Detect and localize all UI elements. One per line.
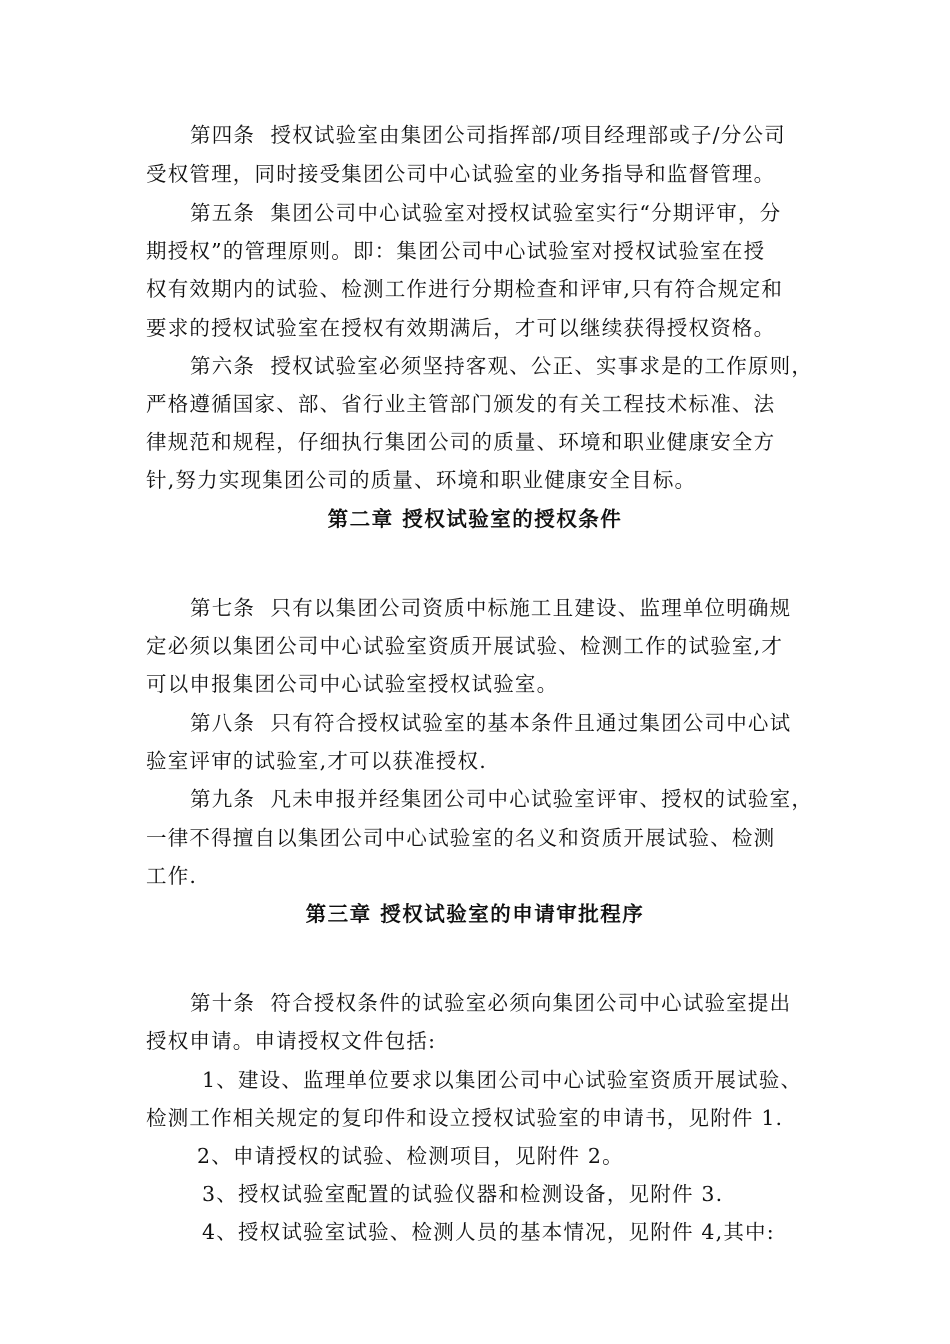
article-10-item-1-line-1: 1、建设、监理单位要求以集团公司中心试验室资质开展试验、 <box>202 1068 803 1092</box>
article-8-line-1: 第八条 只有符合授权试验室的基本条件且通过集团公司中心试 <box>190 711 792 735</box>
article-10-line-2: 授权申请。申请授权文件包括: <box>146 1029 437 1053</box>
article-7-line-1: 第七条 只有以集团公司资质中标施工且建设、监理单位明确规 <box>190 596 792 620</box>
article-4-line-1: 第四条 授权试验室由集团公司指挥部/项目经理部或子/分公司 <box>190 123 786 147</box>
article-10-item-4: 4、授权试验室试验、检测人员的基本情况，见附件 4,其中: <box>202 1220 775 1244</box>
article-9-line-1: 第九条 凡未申报并经集团公司中心试验室评审、授权的试验室， <box>190 787 814 811</box>
article-5-line-4: 要求的授权试验室在授权有效期满后，才可以继续获得授权资格。 <box>146 316 776 340</box>
article-9-line-2: 一律不得擅自以集团公司中心试验室的名义和资质开展试验、检测 <box>146 826 776 850</box>
article-5-line-2: 期授权”的管理原则。即：集团公司中心试验室对授权试验室在授 <box>146 239 766 263</box>
article-6-line-2: 严格遵循国家、部、省行业主管部门颁发的有关工程技术标准、法 <box>146 392 776 416</box>
article-9-line-3: 工作. <box>146 864 198 888</box>
article-5-line-1: 第五条 集团公司中心试验室对授权试验室实行“分期评审，分 <box>190 201 782 225</box>
chapter-2-heading: 第二章 授权试验室的授权条件 <box>327 507 623 531</box>
chapter-3-heading: 第三章 授权试验室的申请审批程序 <box>305 902 645 926</box>
article-10-line-1: 第十条 符合授权条件的试验室必须向集团公司中心试验室提出 <box>190 991 792 1015</box>
article-6-line-4: 针,努力实现集团公司的质量、环境和职业健康安全目标。 <box>146 468 697 492</box>
article-7-line-2: 定必须以集团公司中心试验室资质开展试验、检测工作的试验室,才 <box>146 634 784 658</box>
article-7-line-3: 可以申报集团公司中心试验室授权试验室。 <box>146 672 559 696</box>
article-10-item-3: 3、授权试验室配置的试验仪器和检测设备，见附件 3. <box>202 1182 724 1206</box>
article-10-item-1-line-2: 检测工作相关规定的复印件和设立授权试验室的申请书，见附件 1. <box>146 1106 784 1130</box>
article-5-line-3: 权有效期内的试验、检测工作进行分期检查和评审,只有符合规定和 <box>146 277 784 301</box>
article-6-line-1: 第六条 授权试验室必须坚持客观、公正、实事求是的工作原则， <box>190 354 814 378</box>
article-10-item-2: 2、申请授权的试验、检测项目，见附件 2。 <box>197 1144 624 1168</box>
article-6-line-3: 律规范和规程，仔细执行集团公司的质量、环境和职业健康安全方 <box>146 430 776 454</box>
article-8-line-2: 验室评审的试验室,才可以获准授权. <box>146 749 487 773</box>
article-4-line-2: 受权管理，同时接受集团公司中心试验室的业务指导和监督管理。 <box>146 162 776 186</box>
